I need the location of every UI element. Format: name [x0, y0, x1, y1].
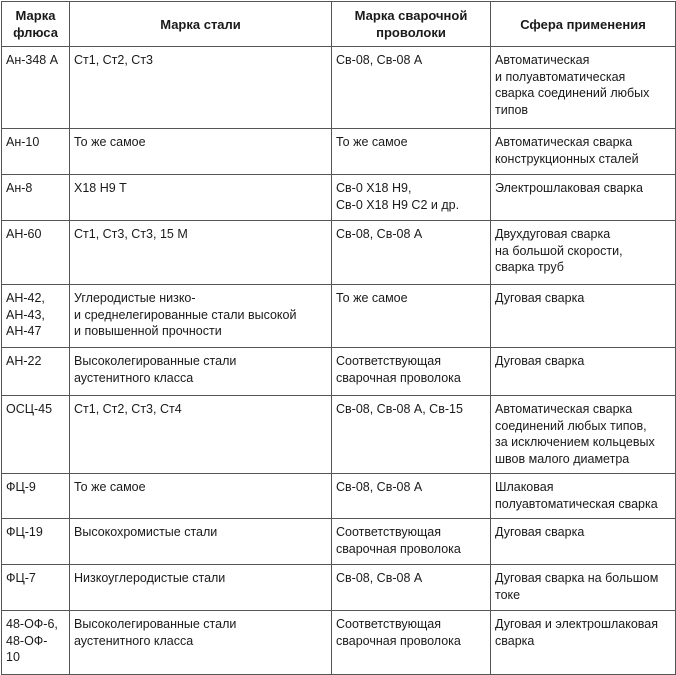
- cell-flux: Ан-8: [2, 175, 70, 221]
- cell-steel: Ст1, Ст2, Ст3, Ст4: [70, 396, 332, 474]
- table-row: [2, 175, 676, 221]
- cell-wire: Св-08, Св-08 А: [332, 47, 491, 129]
- table-row: [2, 221, 676, 285]
- cell-flux: ФЦ-9: [2, 474, 70, 519]
- cell-flux: ОСЦ-45: [2, 396, 70, 474]
- table-row: [2, 348, 676, 396]
- cell-application: Шлаковая полуавтоматическая сварка: [491, 474, 676, 519]
- cell-flux: АН-42, АН-43, АН-47: [2, 285, 70, 348]
- cell-application: Дуговая сварка: [491, 285, 676, 348]
- cell-flux: ФЦ-19: [2, 519, 70, 565]
- cell-flux: Ан-348 А: [2, 47, 70, 129]
- cell-wire: Св-08, Св-08 А: [332, 221, 491, 285]
- cell-flux: АН-22: [2, 348, 70, 396]
- cell-wire: Св-0 Х18 Н9, Св-0 Х18 Н9 С2 и др.: [332, 175, 491, 221]
- cell-application: Дуговая сварка: [491, 519, 676, 565]
- header-flux: Марка флюса: [2, 2, 70, 47]
- cell-steel: То же самое: [70, 474, 332, 519]
- cell-wire: Св-08, Св-08 А: [332, 474, 491, 519]
- cell-wire: Св-08, Св-08 А: [332, 565, 491, 611]
- flux-table: [1, 1, 676, 675]
- header-steel: Марка стали: [70, 2, 332, 47]
- cell-steel: Высоколегированные стали аустенитного класса: [70, 611, 332, 675]
- cell-steel: Ст1, Ст2, Ст3: [70, 47, 332, 129]
- table-row: [2, 285, 676, 348]
- cell-application: Дуговая сварка на большом токе: [491, 565, 676, 611]
- table-row: [2, 519, 676, 565]
- cell-application: Автоматическая и полуавтоматическая сварка соединений любых типов: [491, 47, 676, 129]
- cell-steel: Ст1, Ст3, Ст3, 15 М: [70, 221, 332, 285]
- table-row: [2, 474, 676, 519]
- cell-wire: Соответствующая сварочная проволока: [332, 611, 491, 675]
- cell-flux: Ан-10: [2, 129, 70, 175]
- cell-flux: АН-60: [2, 221, 70, 285]
- cell-application: Автоматическая сварка соединений любых типов, за исключением кольцевых швов малого диаметра: [491, 396, 676, 474]
- cell-application: Дуговая и электрошлаковая сварка: [491, 611, 676, 675]
- cell-application: Двухдуговая сварка на большой скорости, сварка труб: [491, 221, 676, 285]
- header-row: [2, 2, 676, 47]
- table-row: [2, 129, 676, 175]
- table-row: [2, 47, 676, 129]
- cell-application: Дуговая сварка: [491, 348, 676, 396]
- header-application: Сфера применения: [491, 2, 676, 47]
- table-row: [2, 396, 676, 474]
- cell-wire: То же самое: [332, 285, 491, 348]
- table-row: [2, 611, 676, 675]
- cell-steel: Низкоуглеродистые стали: [70, 565, 332, 611]
- cell-wire: Соответствующая сварочная проволока: [332, 519, 491, 565]
- cell-steel: Высоколегированные стали аустенитного класса: [70, 348, 332, 396]
- cell-application: Электрошлаковая сварка: [491, 175, 676, 221]
- cell-steel: То же самое: [70, 129, 332, 175]
- cell-flux: ФЦ-7: [2, 565, 70, 611]
- table-row: [2, 565, 676, 611]
- cell-wire: Соответствующая сварочная проволока: [332, 348, 491, 396]
- cell-flux: 48-ОФ-6, 48-ОФ- 10: [2, 611, 70, 675]
- cell-steel: Х18 Н9 Т: [70, 175, 332, 221]
- header-wire: Марка сварочной проволоки: [332, 2, 491, 47]
- cell-application: Автоматическая сварка конструкционных сталей: [491, 129, 676, 175]
- cell-steel: Высокохромистые стали: [70, 519, 332, 565]
- cell-steel: Углеродистые низко- и среднелегированные стали высокой и повышенной прочности: [70, 285, 332, 348]
- cell-wire: То же самое: [332, 129, 491, 175]
- cell-wire: Св-08, Св-08 А, Св-15: [332, 396, 491, 474]
